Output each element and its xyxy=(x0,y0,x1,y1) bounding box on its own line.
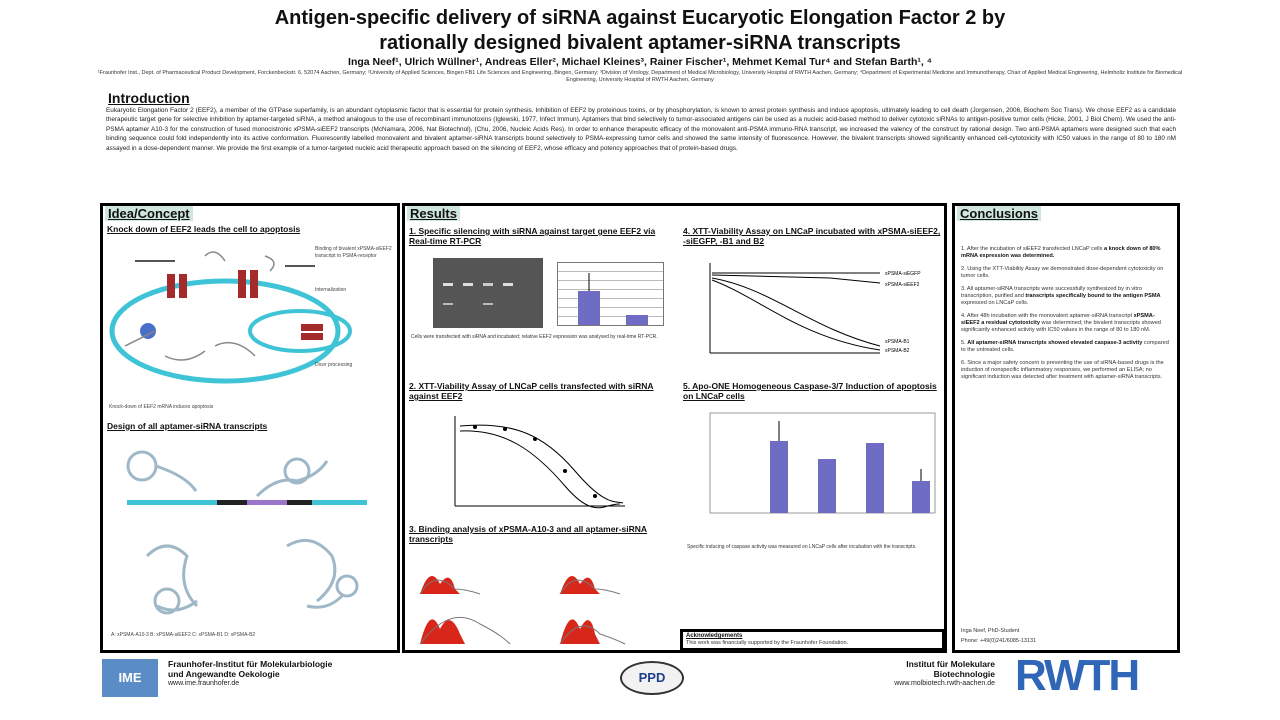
results-section-5-title: 5. Apo-ONE Homogeneous Caspase-3/7 Induction of apoptosis on LNCaP cells xyxy=(683,381,937,401)
caspase-bar-chart xyxy=(690,411,940,531)
conclusions-heading: Conclusions xyxy=(957,206,1041,221)
contact-name: Inga Neef, PhD-Student xyxy=(961,628,1020,634)
right-institute-name-2: Biotechnologie xyxy=(933,669,995,679)
xtt-aptamer-chart xyxy=(690,258,940,363)
conclusion-item: 1. After the incubation of siEEF2 transfected LNCaP cells a knock down of 80% mRNA expression was determined. xyxy=(961,246,1161,259)
svg-text:Knock-down of EEF2 mRNA induce: Knock-down of EEF2 mRNA induces apoptosis xyxy=(109,404,214,410)
introduction-text: Eukaryotic Elongation Factor 2 (EEF2), a member of the GTPase superfamily, is an abundant cytoplasmic factor that is essential for protein synthesis. Inhibition of EEF2 by proteinous toxins, or by phosphorylation, is known to arrest protein synthesis and induce apoptosis, ultimately leading to cell death (Jorgensen, 2006, Biochem Soc Trans). We chose EEF2 as a candidate therapeutic target gene for selective inhibition by aptamer-targeted siRNA, a method analogous to the use of recombinant immunotoxins (Iglewski, 1977, Infect Immun). Aptamers that bind selectively to tumor-associated antigens can be used as a nucleic acid-based method to deliver cytotoxic siRNAs to antigen-positive tumor cells (Hicke, 2001, J Biol Chem). We used the anti-PSMA aptamer A10-3 for the construction of fused monocistronic xPSMA-siEEF2 transcripts (McNamara, 2006, Nat Biotechnol), (Chu, 2006, Nucleic Acids Res). In order to enhance therapeutic efficacy of the monovalent anti-PSMA immuno-RNA transcript, we increased the valency of the construct by rational design. Two anti-PSMA aptamers were designed such that each binding sequence could fold independently into its active conformation. Fluorescently labelled monovalent and bivalent aptamer-siRNA transcripts bound selectively to PSMA-expressing tumor cells and showed the same intensity of fluorescence. However, the bivalent transcripts showed significantly enhanced cell-cytotoxicity with IC50 values in the range of 80 to 180 nM assayed in a dose-dependent manner. We provide the first example of a tumor-targeted nucleic acid therapeutic approach based on the silencing of EEF2, whose efficacy and potency approaches that of protein-based drugs. xyxy=(106,107,1176,152)
svg-text:xPSMA-B2: xPSMA-B2 xyxy=(885,348,910,354)
results-panel xyxy=(402,203,947,653)
contact-phone: Phone: +49(0)241/6085-13131 xyxy=(961,638,1037,644)
introduction-heading: Introduction xyxy=(108,90,190,106)
idea-concept-panel xyxy=(100,203,400,653)
results-section-1-caption: Cells were transfected with siRNA and incubated; relative EEF2 expression was analysed by real-time RT-PCR. xyxy=(411,334,658,340)
gel-image xyxy=(433,258,543,328)
concept-diagram xyxy=(105,236,397,416)
left-institute xyxy=(168,659,332,688)
results-section-4-title: 4. XTT-Viability Assay on LNCaP incubated with xPSMA-siEEF2, -siEGFP, -B1 and B2 xyxy=(683,226,941,246)
xtt-viability-chart xyxy=(435,411,635,521)
svg-text:xPSMA-siEEF2: xPSMA-siEEF2 xyxy=(885,282,920,288)
acknowledgements-heading: Acknowledgements xyxy=(686,633,743,639)
ime-logo: IME xyxy=(102,659,158,697)
footer xyxy=(100,651,1180,701)
poster-title xyxy=(0,6,1280,56)
gel-bands xyxy=(433,258,543,328)
left-institute-url[interactable]: www.ime.fraunhofer.de xyxy=(168,680,240,687)
left-institute-name-2: und Angewandte Oekologie xyxy=(168,669,280,679)
right-institute-url[interactable]: www.molbiotech.rwth-aachen.de xyxy=(894,680,995,687)
flow-cytometry-histograms xyxy=(415,554,675,649)
svg-text:Binding of bivalent xPSMA-siEE: Binding of bivalent xPSMA-siEEF2 xyxy=(315,246,392,252)
left-institute-name-1: Fraunhofer-Institut für Molekularbiologie xyxy=(168,659,333,669)
results-section-5-caption: Specific inducing of caspase activity was measured on LNCaP cells after incubation with the transcripts. xyxy=(687,544,917,550)
ppd-logo: PPD xyxy=(620,661,684,695)
idea-subheading-1: Knock down of EEF2 leads the cell to apoptosis xyxy=(107,224,301,234)
results-section-2-title: 2. XTT-Viability Assay of LNCaP cells transfected with siRNA against EEF2 xyxy=(409,381,654,401)
results-heading: Results xyxy=(407,206,460,221)
acknowledgements-text: This work was financially supported by the Fraunhofer Foundation. xyxy=(686,640,849,646)
svg-text:A: xPSMA-A10-3 B: xPSMA-siEE: A: xPSMA-A10-3 B: xPSMA-siEEF2 C: xPSMA-B1 D: xPSMA-B2 xyxy=(111,632,256,638)
svg-text:xPSMA-siEGFP: xPSMA-siEGFP xyxy=(885,271,921,277)
conclusion-item: 6. Since a major safety concern is preventing the use of siRNA-based drugs is the induction of nonspecific inflammatory responses, we performed an ELISA; no significant induction was detected after treatment with aptamer-siRNA transcripts. xyxy=(961,360,1164,380)
conclusion-item: 4. After 48h incubation with the monovalent aptamer-siRNA transcript xPSMA-siEEF2 a residual cytotoxicity was determined; the bivalent transcripts showed significantly enhanced activity with IC50 values in the range of 80 to 180 nM. xyxy=(961,313,1161,333)
conclusions-panel xyxy=(952,203,1180,653)
authors: Inga Neef¹, Ulrich Wüllner¹, Andreas Eller², Michael Kleines³, Rainer Fischer¹, Mehmet Kemal Tur⁴ and Stefan Barth¹, ⁴ xyxy=(348,56,932,68)
idea-subheading-2: Design of all aptamer-siRNA transcripts xyxy=(107,421,268,431)
conclusion-item: 5. All aptamer-siRNA transcripts showed elevated caspase-3 activity compared to the untreated cells. xyxy=(961,340,1169,353)
conclusion-item: 3. All aptamer-siRNA transcripts were successfully synthesized by in vitro transcription, purified and transcripts specifically bound to the antigen PSMA expressed on LNCaP cells. xyxy=(961,286,1161,306)
right-institute xyxy=(800,659,995,688)
svg-text:xPSMA-B1: xPSMA-B1 xyxy=(885,339,910,345)
aptamer-structures-diagram xyxy=(107,436,397,646)
conclusion-item: 2. Using the XTT-Viability Assay we demonstrated dose-dependent cytotoxicity on tumor cells. xyxy=(961,266,1164,279)
svg-text:Dicer processing: Dicer processing xyxy=(315,362,353,368)
affiliations: ¹Fraunhofer Inst., Dept. of Pharmaceutical Product Development, Forckenbeckstr. 6, 52074 Aachen, Germany; ²University of Applied Sciences, Bingen FB1 Life Sciences and Engineering, Bingen, Germany; ³Division of Virology, Department of Medical Microbiology, University Hospital of RWTH Aachen, Germany; ⁴Department of Experimental Medicine and Immunotherapy, Chair of Applied Medical Engineering, Helmholtz Institute for Biomedical Engineering, University Hospital of RWTH Aachen, Germany xyxy=(97,70,1183,83)
acknowledgements-box xyxy=(680,629,945,651)
rwth-logo: RWTH xyxy=(1015,651,1139,700)
right-institute-name-1: Institut für Molekulare xyxy=(906,659,995,669)
results-section-1-title: 1. Specific silencing with siRNA against target gene EEF2 via Real-time RT-PCR xyxy=(409,226,656,246)
conclusions-list xyxy=(961,246,1173,387)
rtpcr-bars xyxy=(558,263,663,325)
idea-heading: Idea/Concept xyxy=(105,206,193,221)
rtpcr-bar-chart xyxy=(557,262,664,326)
title-line-2: rationally designed bivalent aptamer-siRNA transcripts xyxy=(379,32,901,54)
svg-text:Internalization: Internalization xyxy=(315,287,347,293)
svg-text:transcript to PSMA-receptor: transcript to PSMA-receptor xyxy=(315,253,377,259)
results-section-3-title: 3. Binding analysis of xPSMA-A10-3 and all aptamer-siRNA transcripts xyxy=(409,524,648,544)
title-line-1: Antigen-specific delivery of siRNA against Eucaryotic Elongation Factor 2 by xyxy=(274,7,1006,29)
